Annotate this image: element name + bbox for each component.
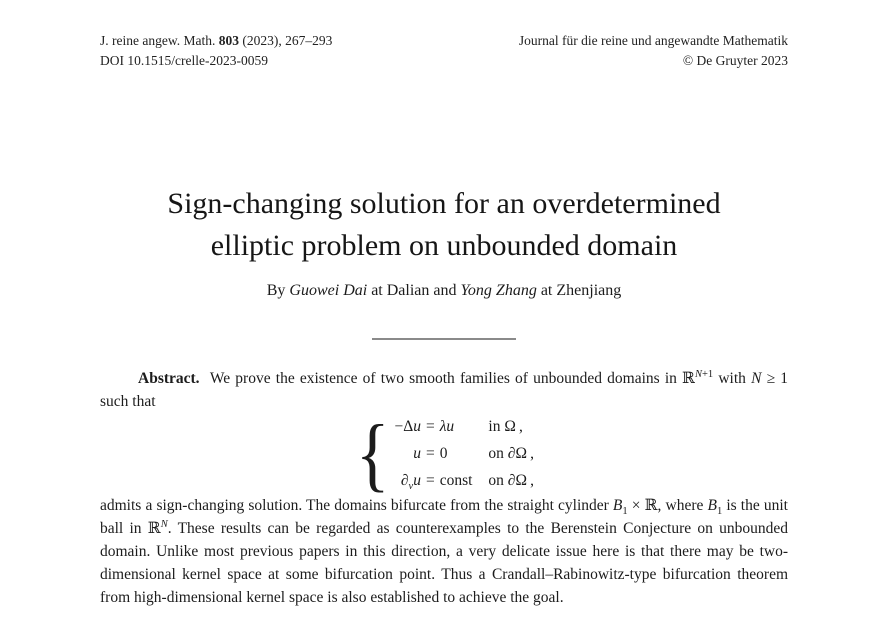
- copyright-notice: © De Gruyter 2023: [682, 53, 788, 68]
- equation-row1-equals: =: [425, 418, 435, 435]
- abstract-intro: Abstract. We prove the existence of two smooth families of unbounded domains in ℝ$^{N+1}$ with N ≥ 1 such that: [100, 368, 788, 410]
- equation-row3-rhs: const: [439, 472, 473, 489]
- journal-citation-block: [100, 31, 332, 71]
- page-content: [100, 0, 788, 609]
- journal-name: Journal für die reine und angewandte Mathematik: [518, 33, 788, 48]
- equation-row1-lhs: −Δu: [394, 418, 421, 435]
- journal-doi: DOI 10.1515/crelle-2023-0059: [100, 53, 268, 68]
- left-brace: {: [355, 406, 390, 500]
- equation-row2-equals: =: [425, 445, 435, 462]
- separator-rule: [372, 338, 516, 340]
- equation-row1-rhs: λu: [439, 418, 455, 435]
- journal-header: [100, 0, 788, 71]
- paper-title-line-2: elliptic problem on unbounded domain: [210, 229, 678, 262]
- equation-row3-lhs: $\partial_\nu u$: [400, 472, 421, 493]
- equation-system: [100, 406, 788, 500]
- equation-row3-equals: =: [425, 472, 435, 489]
- authors-byline: By Guowei Dai at Dalian and Yong Zhang at Zhenjiang: [266, 282, 622, 299]
- paper-title-line-1: Sign-changing solution for an overdetermined: [167, 187, 721, 220]
- journal-citation: J. reine angew. Math. 803 (2023), 267–293: [100, 33, 333, 48]
- equation-row2-rhs: 0: [439, 445, 448, 462]
- equation-grid: [394, 413, 533, 494]
- equation-row3-condition: on ∂Ω ,: [488, 472, 534, 489]
- paper-title: [100, 183, 788, 267]
- equation-row2-lhs: u: [413, 445, 421, 462]
- abstract-body: admits a sign-changing solution. The domains bifurcate from the straight cylinder $B_1$ × ℝ, where $B_1$ is the unit ball in ℝ$^N$. These results can be regarded as counterexamples to the Berenstein Conjecture on unbounded domain. Unlike most previous papers in this direction, a very delicate issue here is that there may be two-dimensional kernel space at some bifurcation point. Thus a Crandall–Rabinowitz-type bifurcation theorem from high-dimensional kernel space is also established to achieve the goal.: [100, 497, 788, 606]
- journal-info-block: [519, 31, 788, 71]
- equation-row1-condition: in Ω ,: [488, 418, 523, 435]
- equation-row2-condition: on ∂Ω ,: [488, 445, 534, 462]
